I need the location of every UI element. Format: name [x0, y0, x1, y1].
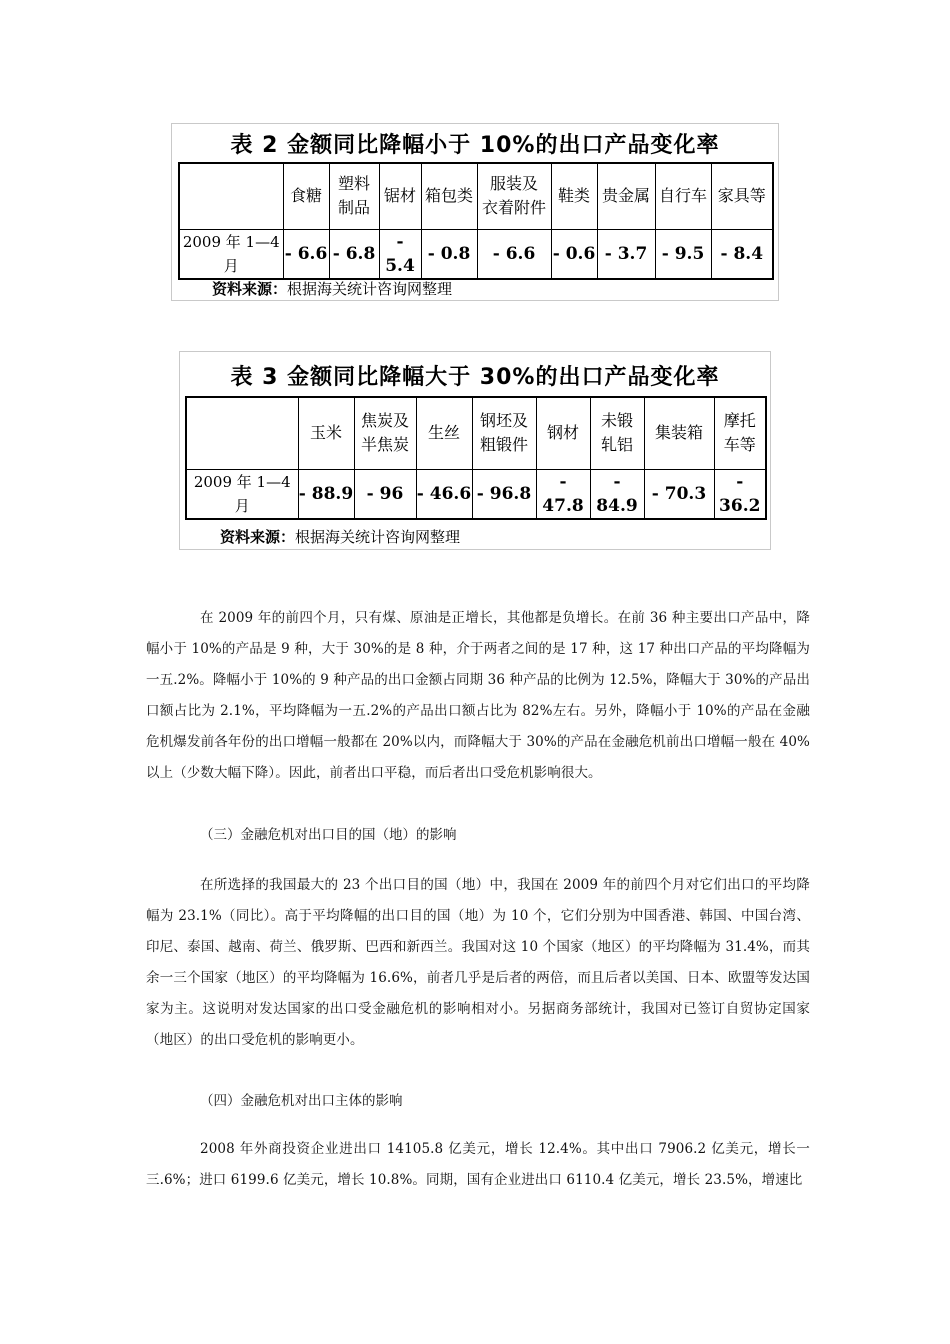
- table2-value-cell: - 9.5: [655, 229, 711, 279]
- table2-value-cell: - 6.6: [283, 229, 329, 279]
- table2-figure: [171, 123, 779, 301]
- table2-header-cell: 自行车: [655, 163, 711, 229]
- table2-value-cell: - 5.4: [379, 229, 421, 279]
- table2-header-cell: 塑料 制品: [329, 163, 379, 229]
- table2-header-cell: 服装及 衣着附件: [477, 163, 551, 229]
- section-heading-3: （三）金融危机对出口目的国（地）的影响: [200, 827, 457, 843]
- table2-title: 表 2 金额同比降幅小于 10%的出口产品变化率: [230, 133, 720, 158]
- table3-row-label: 2009 年 1—4 月: [186, 469, 298, 519]
- table3-corner-cell: [186, 397, 298, 469]
- table3-source-label: 资料来源：: [220, 528, 296, 546]
- table3-source: [220, 526, 460, 547]
- table3-value-cell: - 84.9: [590, 469, 644, 519]
- table2-row-label: 2009 年 1—4 月: [179, 229, 283, 279]
- paragraph-product-analysis: 在 2009 年的前四个月，只有煤、原油是正增长，其他都是负增长。在前 36 种主要出口产品中，降幅小于 10%的产品是 9 种，大于 30%的是 8 种，介于两者之间的是 17 种，这 17 种出口产品的平均降幅为一五.2%。降幅小于 10%的 9 种产品的出口金额占同期 36 种产品的比例为 12.5%，降幅大于 30%的产品出口额占比为 2.1%，平均降幅为一五.2%的产品出口额占比为 82%左右。另外，降幅小于 10%的产品在金融危机爆发前各年份的出口增幅一般都在 20%以内，而降幅大于 30%的产品在金融危机前出口增幅一般在 40%以上（少数大幅下降）。因此，前者出口平稳，而后者出口受危机影响很大。: [146, 610, 810, 781]
- table3-header-row: [186, 397, 766, 469]
- table3-header-cell: 玉米: [298, 397, 354, 469]
- table3-value-cell: - 96: [354, 469, 416, 519]
- table3-value-cell: - 70.3: [644, 469, 714, 519]
- table3-header-cell: 钢材: [536, 397, 590, 469]
- table3-header-cell: 集装箱: [644, 397, 714, 469]
- table3-value-cell: - 46.6: [416, 469, 472, 519]
- table2-data-row: [179, 229, 773, 279]
- table3-header-cell: 生丝: [416, 397, 472, 469]
- table2-header-cell: 锯材: [379, 163, 421, 229]
- table3-value-cell: - 36.2: [714, 469, 766, 519]
- table2-header-cell: 食糖: [283, 163, 329, 229]
- table2-header-cell: 家具等: [711, 163, 773, 229]
- table2-source-text: 根据海关统计咨询网整理: [287, 280, 453, 298]
- paragraph-destination-analysis: 在所选择的我国最大的 23 个出口目的国（地）中，我国在 2009 年的前四个月对它们出口的平均降幅为 23.1%（同比）。高于平均降幅的出口目的国（地）为 10 个，它们分别为中国香港、韩国、中国台湾、印尼、泰国、越南、荷兰、俄罗斯、巴西和新西兰。我国对这 10 个国家（地区）的平均降幅为 31.4%，而其余一三个国家（地区）的平均降幅为 16.6%，前者几乎是后者的两倍，而且后者以美国、日本、欧盟等发达国家为主。这说明对发达国家的出口受金融危机的影响相对小。另据商务部统计，我国对已签订自贸协定国家（地区）的出口受危机的影响更小。: [146, 877, 810, 1048]
- paragraph-export-entities: 2008 年外商投资企业进出口 14105.8 亿美元，增长 12.4%。其中出口 7906.2 亿美元，增长一三.6%；进口 6199.6 亿美元，增长 10.8%。同期，国有企业进出口 6110.4 亿美元，增长 23.5%，增速比: [146, 1141, 810, 1188]
- table2-header-row: [179, 163, 773, 229]
- table3-header-cell: 摩托 车等: [714, 397, 766, 469]
- table3-header-cell: 焦炭及 半焦炭: [354, 397, 416, 469]
- section-heading-4: （四）金融危机对出口主体的影响: [200, 1093, 403, 1109]
- table2-source-label: 资料来源：: [212, 280, 288, 298]
- table2-corner-cell: [179, 163, 283, 229]
- table3-value-cell: - 88.9: [298, 469, 354, 519]
- table2-header-cell: 贵金属: [597, 163, 655, 229]
- table3-data-row: [186, 469, 766, 519]
- table2-header-cell: 鞋类: [551, 163, 597, 229]
- table3-header-cell: 钢坯及 粗锻件: [472, 397, 536, 469]
- table3-figure: [179, 351, 771, 550]
- table2-value-cell: - 6.6: [477, 229, 551, 279]
- table3-value-cell: - 47.8: [536, 469, 590, 519]
- table3-value-cell: - 96.8: [472, 469, 536, 519]
- table3-source-text: 根据海关统计咨询网整理: [295, 528, 461, 546]
- table2: [178, 162, 774, 280]
- table3-header-cell: 未锻 轧铝: [590, 397, 644, 469]
- table2-value-cell: - 6.8: [329, 229, 379, 279]
- table2-value-cell: - 0.8: [421, 229, 477, 279]
- table3: [185, 396, 767, 520]
- table2-value-cell: - 0.6: [551, 229, 597, 279]
- table3-title: 表 3 金额同比降幅大于 30%的出口产品变化率: [230, 365, 720, 390]
- table2-value-cell: - 3.7: [597, 229, 655, 279]
- table2-source: [212, 278, 452, 299]
- table2-header-cell: 箱包类: [421, 163, 477, 229]
- table2-value-cell: - 8.4: [711, 229, 773, 279]
